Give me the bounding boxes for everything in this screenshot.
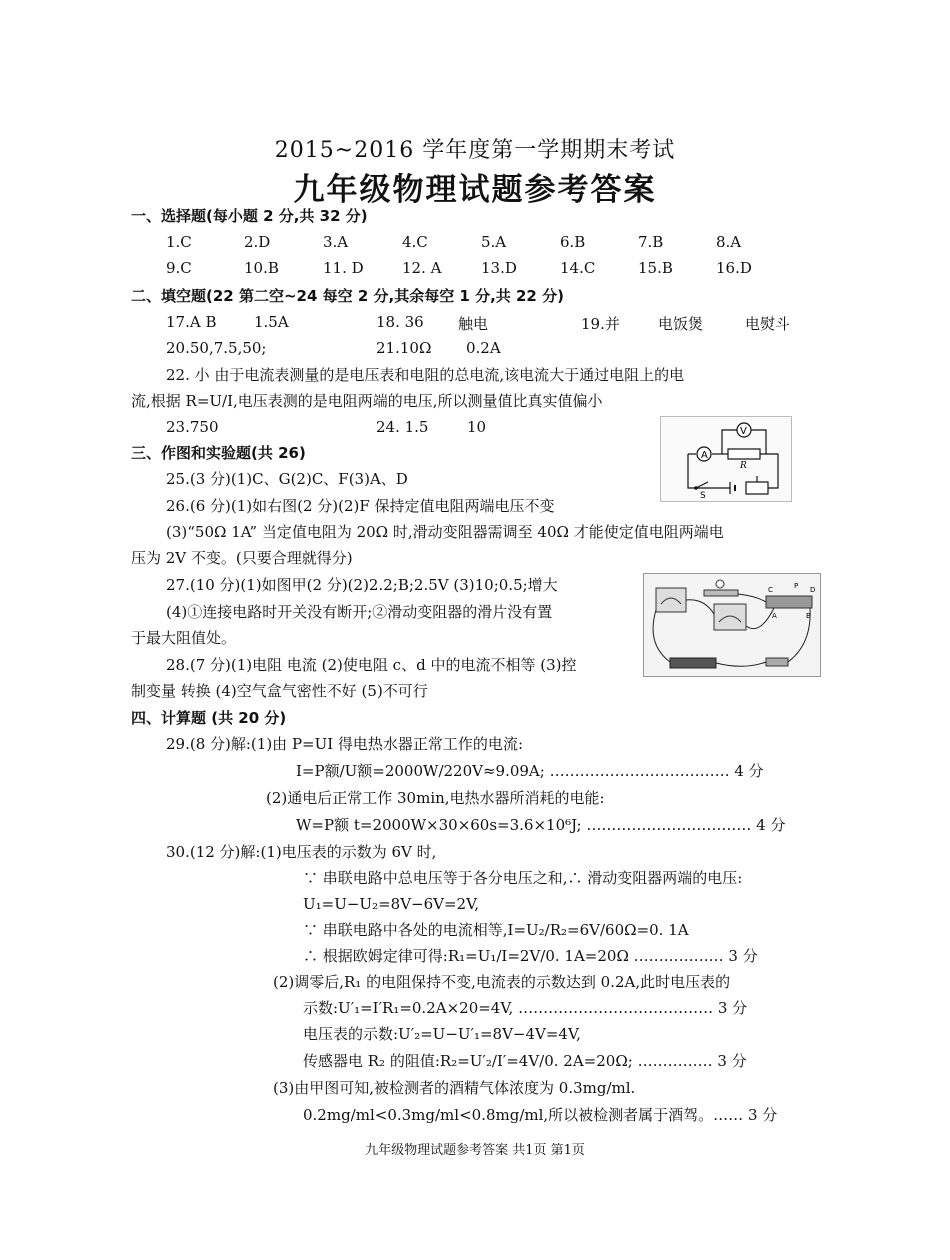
voltmeter-label: V: [740, 426, 747, 437]
answer-22-line1: 22. 小 由于电流表测量的是电压表和电阻的总电流,该电流大于通过电阻上的电: [166, 366, 685, 384]
q30-line1: 30.(12 分)解:(1)电压表的示数为 6V 时,: [166, 843, 437, 861]
q29-line1: 29.(8 分)解:(1)由 P=UI 得电热水器正常工作的电流:: [166, 735, 523, 753]
q27-line3: 于最大阻值处。: [131, 629, 237, 647]
mc-answer: 2.D: [244, 233, 271, 251]
rheostat-symbol: [746, 482, 768, 494]
battery-pack: [670, 658, 716, 668]
mc-answer: 8.A: [716, 233, 742, 251]
terminal-a-label: A: [772, 612, 777, 620]
mc-answer: 10.B: [244, 259, 279, 277]
answer-19: 19.并: [581, 315, 620, 333]
q26-line3: 压为 2V 不变。(只要合理就得分): [131, 549, 353, 567]
answer-22-line2: 流,根据 R=U/I,电压表测的是电阻两端的电压,所以测量值比真实值偏小: [131, 392, 603, 410]
q30-line3: U₁=U−U₂=8V−6V=2V,: [303, 895, 480, 913]
q29-line2: I=P额/U额=2000W/220V≈9.09A; ……………………………… 4 分: [296, 762, 764, 780]
answer-18: 18. 36: [376, 313, 424, 331]
answer-24: 24. 1.5: [376, 418, 429, 436]
mc-answer: 11. D: [323, 259, 364, 277]
q28-line2: 制变量 转换 (4)空气盒气密性不好 (5)不可行: [131, 682, 428, 700]
answer-17: 17.A B: [166, 313, 217, 331]
experiment-apparatus-figure: [643, 573, 821, 677]
answer-19c: 电熨斗: [745, 315, 791, 333]
ammeter-device: [656, 588, 686, 612]
mc-answer: 9.C: [166, 259, 192, 277]
q29-line4: W=P额 t=2000W×30×60s=3.6×10⁶J; …………………………… 4 分: [296, 816, 786, 834]
mc-answer: 7.B: [638, 233, 664, 251]
apparatus-svg: [644, 574, 820, 676]
mc-answer: 14.C: [560, 259, 596, 277]
mc-answer: 12. A: [402, 259, 442, 277]
q26-line1: 26.(6 分)(1)如右图(2 分)(2)F 保持定值电阻两端电压不变: [166, 497, 555, 515]
q30-line10: (3)由甲图可知,被检测者的酒精气体浓度为 0.3mg/ml.: [273, 1079, 636, 1097]
answer-key-title: 九年级物理试题参考答案: [293, 172, 657, 208]
switch-device: [766, 658, 788, 666]
mc-answer: 16.D: [716, 259, 752, 277]
section-2-heading: 二、填空题(22 第二空~24 每空 2 分,其余每空 1 分,共 22 分): [131, 287, 564, 305]
answer-24b: 10: [467, 418, 487, 436]
answer-21b: 0.2A: [466, 339, 501, 357]
q25-answer: 25.(3 分)(1)C、G(2)C、F(3)A、D: [166, 470, 408, 488]
q30-line2: ∵ 串联电路中总电压等于各分电压之和,∴ 滑动变阻器两端的电压:: [303, 869, 743, 887]
q30-line5: ∴ 根据欧姆定律可得:R₁=U₁/I=2V/0. 1A=20Ω ……………… 3 分: [303, 947, 758, 965]
section-1-heading: 一、选择题(每小题 2 分,共 32 分): [131, 207, 368, 225]
q27-line1: 27.(10 分)(1)如图甲(2 分)(2)2.2;B;2.5V (3)10;0.5;增大: [166, 576, 558, 594]
terminal-c-label: C: [768, 586, 773, 594]
q30-line8: 电压表的示数:U′₂=U−U′₁=8V−4V=4V,: [303, 1025, 581, 1043]
exam-title: 2015~2016 学年度第一学期期末考试: [274, 138, 676, 163]
answer-18b: 触电: [458, 315, 489, 333]
q30-line4: ∵ 串联电路中各处的电流相等,I=U₂/R₂=6V/60Ω=0. 1A: [303, 921, 689, 939]
section-3-heading: 三、作图和实验题(共 26): [131, 444, 306, 462]
rheostat-device: [766, 596, 812, 608]
resistor-symbol: [728, 449, 760, 459]
q30-line11: 0.2mg/ml<0.3mg/ml<0.8mg/ml,所以被检测者属于酒驾。…… 3 分: [303, 1106, 778, 1124]
ammeter-label: A: [701, 450, 708, 461]
section-4-heading: 四、计算题 (共 20 分): [131, 709, 287, 727]
voltmeter-device: [714, 604, 746, 630]
answer-21: 21.10Ω: [376, 339, 432, 357]
q27-line2: (4)①连接电路时开关没有断开;②滑动变阻器的滑片没有置: [166, 603, 553, 621]
circuit-diagram-svg: [660, 416, 792, 502]
q30-line9: 传感器电 R₂ 的阻值:R₂=U′₂/I′=4V/0. 2A=20Ω; …………… 3 分: [303, 1052, 747, 1070]
q30-line6: (2)调零后,R₁ 的电阻保持不变,电流表的示数达到 0.2A,此时电压表的: [273, 973, 731, 991]
mc-answer: 6.B: [560, 233, 586, 251]
q29-line3: (2)通电后正常工作 30min,电热水器所消耗的电能:: [266, 789, 605, 807]
terminal-b-label: B: [806, 612, 811, 620]
slider-p-label: P: [794, 582, 799, 590]
q26-line2: (3)“50Ω 1A” 当定值电阻为 20Ω 时,滑动变阻器需调至 40Ω 才能使定值电阻两端电: [166, 523, 724, 541]
q30-line7: 示数:U′₁=I′R₁=0.2A×20=4V, ………………………………… 3 分: [303, 999, 748, 1017]
mc-answer: 1.C: [166, 233, 192, 251]
circuit-diagram-figure: [660, 416, 792, 502]
mc-answer: 15.B: [638, 259, 673, 277]
answer-20: 20.50,7.5,50;: [166, 339, 267, 357]
mc-answer: 3.A: [323, 233, 349, 251]
answer-17b: 1.5A: [254, 313, 289, 331]
answer-23: 23.750: [166, 418, 219, 436]
terminal-d-label: D: [810, 586, 816, 594]
q28-line1: 28.(7 分)(1)电阻 电流 (2)使电阻 c、d 中的电流不相等 (3)控: [166, 656, 577, 674]
page-footer: 九年级物理试题参考答案 共1页 第1页: [365, 1143, 585, 1158]
mc-answer: 4.C: [402, 233, 428, 251]
mc-answer: 13.D: [481, 259, 517, 277]
answer-19b: 电饭煲: [658, 315, 704, 333]
bulb-device: [716, 580, 724, 588]
resistor-label: R: [740, 461, 747, 471]
switch-label: S: [700, 491, 706, 501]
mc-answer: 5.A: [481, 233, 507, 251]
